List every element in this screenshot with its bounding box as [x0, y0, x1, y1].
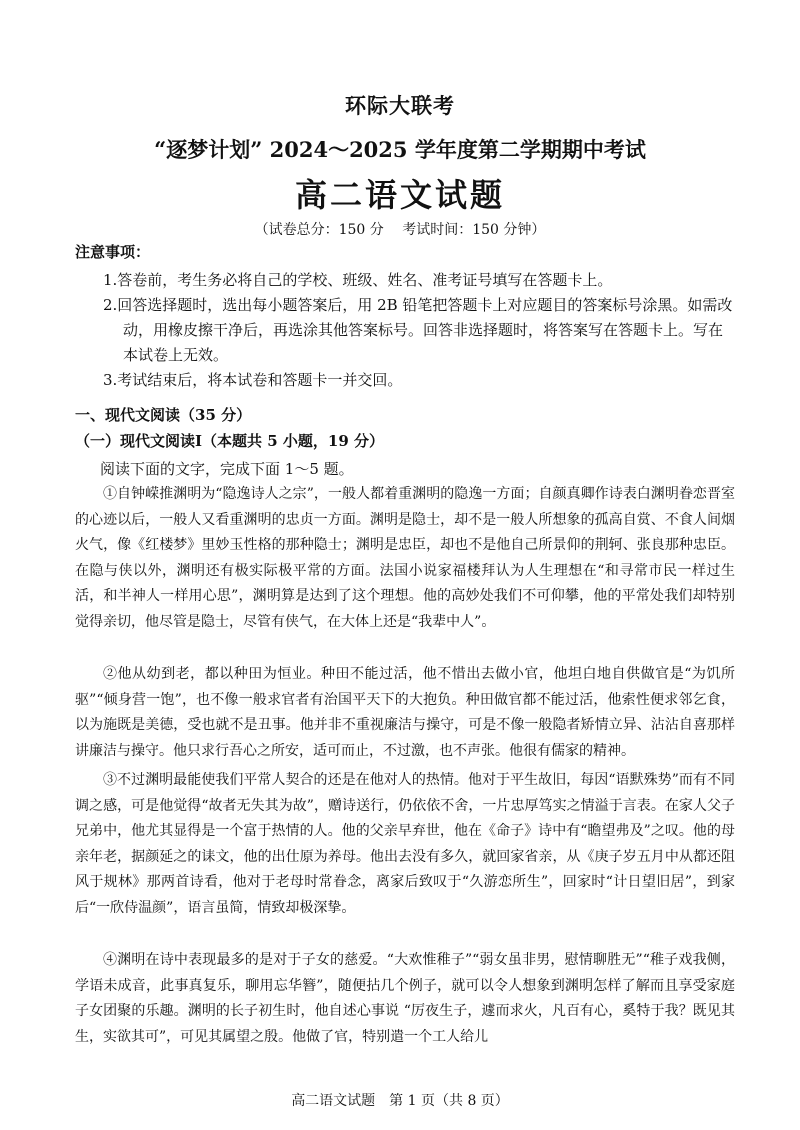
notice-item: 3.考试结束后，将本试卷和答题卡一并交回。	[103, 371, 403, 389]
notice-block	[75, 241, 735, 393]
subsection-heading: （一）现代文阅读Ⅰ（本题共 5 小题，19 分）	[75, 432, 384, 450]
exam-name: “逐梦计划” 2024～2025 学年度第二学期期中考试	[154, 137, 646, 162]
notice-item: 2.回答选择题时，选出每小题答案后，用 2B 铅笔把答题卡上对应题目的答案标号涂黑。如需改动，用橡皮擦干净后，再选涂其他答案标号。回答非选择题时，将答案写在答题卡上。写在本试卷上无效。	[103, 296, 733, 364]
passage-paragraph: ②他从幼到老，都以种田为恒业。种田不能过活，他不惜出去做小官，他坦白地自供做官是“为饥所驱”“倾身营一饱”，也不像一般求官者有治国平天下的大抱负。种田做官都不能过活，他索性便求邻乞食，以为施既是美德，受也就不是丑事。他并非不重视廉洁与操守，可是不像一般隐者矫情立异、沾沾自喜那样讲廉洁与操守。他只求行吾心之所安，适可而止，不过激，也不声张。他很有儒家的精神。	[75, 666, 735, 759]
exam-org: 环际大联考	[345, 93, 455, 118]
passage-paragraph: ④渊明在诗中表现最多的是对于子女的慈爱。“大欢惟稚子”“弱女虽非男，慰情聊胜无”“稚子戏我侧，学语未成音，此事真复乐，聊用忘华簪”，随便拈几个例子，就可以令人想象到渊明怎样了解而且享受家庭子女团聚的乐趣。渊明的长子初生时，他自述心事说 “厉夜生子，遽而求火，凡百有心，奚特于我？既见其生，实欲其可”，可见其属望之殷。他做了官，特别遣一个工人给儿	[75, 952, 735, 1045]
exam-meta: （试卷总分：150 分 考试时间：150 分钟）	[254, 222, 546, 238]
passage-paragraph: ①自钟嵘推渊明为“隐逸诗人之宗”，一般人都着重渊明的隐逸一方面；自颜真卿作诗表白渊明眷恋晋室的心迹以后，一般人又看重渊明的忠贞一方面。渊明是隐士，却不是一般人所想象的孤高自赏、不食人间烟火气，像《红楼梦》里妙玉性格的那种隐士；渊明是忠臣，却也不是他自己所景仰的荆轲、张良那种忠臣。在隐与侠以外，渊明还有极实际极平常的方面。法国小说家福楼拜认为人生理想在“和寻常市民一样过生活，和半神人一样用心思”，渊明算是达到了这个理想。他的高妙处我们不可仰攀，他的平常处我们却特别觉得亲切，他尽管是隐士，尽管有侠气，在大体上还是“我辈中人”。	[75, 486, 735, 630]
notice-item: 1.答卷前，考生务必将自己的学校、班级、姓名、准考证号填写在答题卡上。	[103, 271, 613, 289]
paper-title: 高二语文试题	[294, 176, 505, 214]
page-footer: 高二语文试题 第 1 页（共 8 页）	[291, 1093, 509, 1109]
passage-paragraph: ③不过渊明最能使我们平常人契合的还是在他对人的热情。他对于平生故旧，每因“语默殊势”而有不同调之感，可是他觉得“故者无失其为故”，赠诗送行，仍依依不舍，一片忠厚笃实之情溢于言表。在家人父子兄弟中，他尤其显得是一个富于热情的人。他的父亲早弃世，他在《命子》诗中有“瞻望弗及”之叹。他的母亲年老，据颜延之的诔文，他的出仕原为养母。他出去没有多久，就回家省亲，从《庚子岁五月中从都还阻风于规林》那两首诗看，他对于老母时常眷念，离家后致叹于“久游恋所生”，回家时“计日望旧居”，到家后“一欣侍温颜”，语言虽简，情致却极深挚。	[75, 772, 735, 916]
section-heading: 一、现代文阅读（35 分）	[75, 406, 252, 424]
notice-title: 注意事项：	[75, 243, 151, 261]
reading-instruction: 阅读下面的文字，完成下面 1～5 题。	[100, 460, 354, 478]
